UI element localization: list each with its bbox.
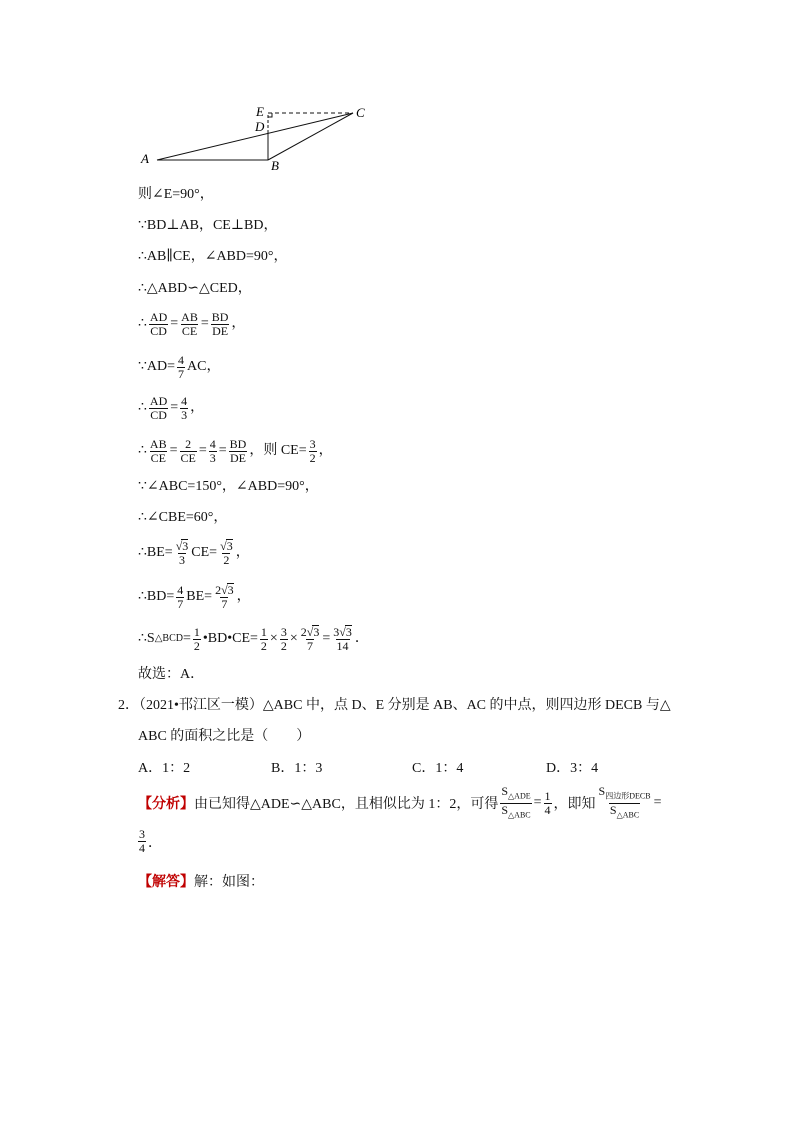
subscript: △BCD [154,633,183,644]
option-a [138,758,190,780]
fraction: $\frac{1}{2}$ [193,624,200,653]
solution-line-9 [138,476,319,498]
question-number: 2． [118,698,139,713]
fraction: $\frac{2√3}{7}$ [215,583,234,611]
solution-line-12: ∴BD= $\frac{4}{7}$ BE= $\frac{2√3}{7}$ ， [138,582,251,611]
fraction: $\frac{2√3}{7}$ [300,625,320,653]
solution-line-11: ∴BE= $\frac{√3}{3}$ CE= $\frac{√3}{2}$ ， [138,539,250,567]
fraction: $\frac{4}{7}$ [177,582,184,611]
fraction: $\frac{1}{2}$ [260,624,267,653]
fraction: $\frac{AD}{CD}$ [149,309,168,338]
fraction: $\frac{4}{3}$ [181,393,188,422]
solution-line-3 [138,246,288,268]
line-text: ∵∠ABC=150°，∠ABD=90°， [138,479,319,494]
line-text: 则∠E=90°， [138,187,214,202]
solution-line-4 [138,278,252,300]
line-text: 故选：A． [138,667,205,682]
line-text: ，则 CE= [249,443,307,458]
question-text: （2021•邗江区一模）△ABC 中，点 D、E 分别是 AB、AC 的中点，则四边形 DECB 与△ [139,698,671,713]
option-c [412,758,463,780]
fraction: $\frac{AB}{CE}$ [181,309,198,338]
line-text: ∴∠CBE=60°， [138,510,228,525]
fraction: $\frac{BD}{DE}$ [211,309,229,338]
analysis-text: ，即知 [553,797,596,812]
solution-line-6 [138,352,221,381]
analysis-text: 由已知得△ADE∽△ABC，且相似比为 1：2，可得 [194,797,499,812]
solution-line-7: ∴ $\frac{AD}{CD}$ = $\frac{4}{3}$ ， [138,393,205,422]
solution-line-2 [138,215,277,237]
line-text: ∴ [138,400,147,415]
label-E: E [256,104,264,119]
analysis-tag: 【分析】 [138,797,194,812]
answer-text: 解：如图： [194,875,264,890]
segment-BC [268,113,353,160]
solution-line-10 [138,507,227,529]
question-2-line-1 [118,695,671,717]
label-B: B [271,158,279,173]
fraction: $\frac{3}{2}$ [309,436,316,465]
line-text: ∴BD= [138,589,175,604]
fraction: $\frac{3√3}{14}$ [333,625,352,653]
line-text: ∴BE= [138,545,173,560]
line-text: ∴S [138,631,155,646]
option-b [271,758,322,780]
fraction: $\frac{√3}{3}$ [175,539,189,567]
fraction: $\frac{AD}{CD}$ [149,393,168,422]
fraction: $\frac{4}{3}$ [209,436,216,465]
option-d [546,758,598,780]
analysis-result: $\frac{3}{4}$ ． [139,827,162,855]
right-angle-mark [268,113,272,117]
fraction: $\frac{BD}{DE}$ [229,436,247,465]
solution-line-choose [138,664,204,686]
fraction: $\frac{1}{4}$ [544,788,551,817]
option-text: A．1：2 [138,761,191,776]
solution-line-13: ∴S △BCD = $\frac{1}{2}$ •BD•CE= $\frac{1}{2}$ × $\frac{3}{2}$ × $\frac{2√3}{7}$ = $\frac{3√3}{14}$ ． [138,624,369,653]
fraction: $\frac{S_{\triangle ADE}}{S_{\triangle ABC}}$ [501,784,531,819]
fraction: $\frac{AB}{CE}$ [149,436,167,465]
option-text: D．3：4 [546,761,599,776]
analysis-line: 【分析】 由已知得△ADE∽△ABC，且相似比为 1：2，可得 $\frac{S_{\triangle ADE}}{S_{\triangle ABC}}$ = $\frac{1}{4}$ ，即知 $\frac{S_{四边形DECB}}{S_{\triangle ABC}}$ = [138,784,662,819]
label-D: D [255,119,265,134]
solution-line-1 [138,184,214,206]
fraction: $\frac{3}{4}$ [139,827,145,855]
question-text: ABC 的面积之比是（ ） [138,729,311,744]
fraction: $\frac{S_{四边形DECB}}{S_{\triangle ABC}}$ [598,784,651,819]
line-text: ∴ [138,443,147,458]
line-text: ∴AB∥CE，∠ABD=90°， [138,249,288,264]
line-text: ∴ [138,316,147,331]
label-C: C [356,105,365,120]
solution-line-5: ∴ $\frac{AD}{CD}$ = $\frac{AB}{CE}$ = $\frac{BD}{DE}$ ， [138,309,246,338]
answer-tag: 【解答】 [138,875,194,890]
solution-line-8: ∴ $\frac{AB}{CE}$ = $\frac{2}{CE}$ = $\frac{4}{3}$ = $\frac{BD}{DE}$ ，则 CE= $\frac{3}{2}$ ， [138,436,333,465]
line-text: ∴△ABD∽△CED， [138,281,252,296]
line-text: AC， [187,359,221,374]
fraction: $\frac{2}{CE}$ [180,436,196,465]
fraction: $\frac{3}{2}$ [280,624,287,653]
fraction: $\frac{√3}{2}$ [220,539,233,567]
answer-line [138,872,264,894]
fraction: $\frac{4}{7}$ [178,352,185,381]
question-2-line-2 [138,726,310,748]
line-text: ∵BD⊥AB，CE⊥BD， [138,218,278,233]
option-text: C．1：4 [412,761,464,776]
line-text: ∵AD= [138,359,176,374]
label-A: A [141,151,149,166]
option-text: B．1：3 [271,761,323,776]
geometry-figure [135,100,375,178]
